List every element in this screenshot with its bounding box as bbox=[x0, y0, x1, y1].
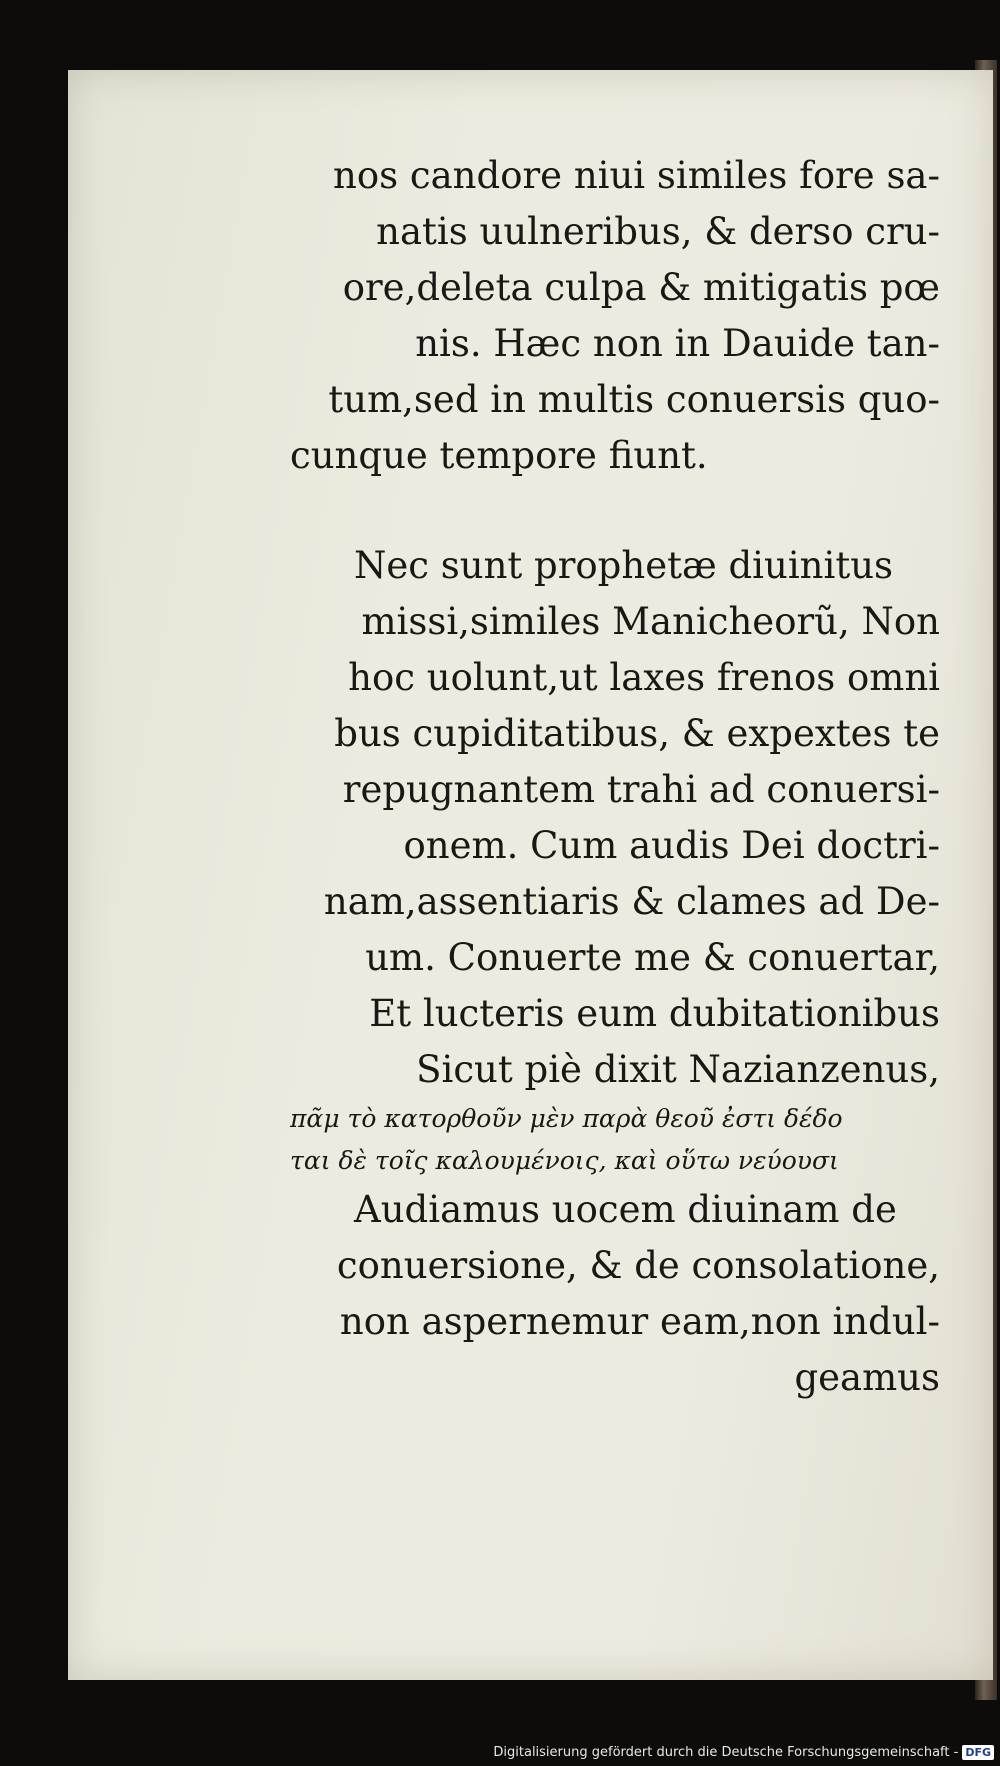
text-line: bus cupiditatibus, & expextes te bbox=[334, 712, 940, 755]
text-line: Nec sunt prophetæ diuinitus bbox=[354, 544, 894, 587]
text-line: tum,sed in multis conuersis quo- bbox=[328, 378, 940, 421]
text-line: nis. Hæc non in Dauide tan- bbox=[415, 322, 940, 365]
greek-line: ται δὲ τοῖς καλουμένοις, καὶ οὕτω νεύουσι bbox=[290, 1146, 839, 1175]
text-line: natis uulneribus, & derso cru- bbox=[376, 210, 940, 253]
digitization-credit bbox=[493, 1745, 994, 1760]
text-line: Audiamus uocem diuinam de bbox=[354, 1188, 897, 1231]
text-line: repugnantem trahi ad conuersi- bbox=[342, 768, 940, 811]
text-line: um. Conuerte me & conuertar, bbox=[365, 936, 940, 979]
text-block bbox=[290, 148, 940, 1406]
text-line: ore,deleta culpa & mitigatis pœ bbox=[342, 266, 940, 309]
catchword: geamus bbox=[794, 1356, 940, 1399]
text-line: hoc uolunt,ut laxes frenos omni bbox=[348, 656, 940, 699]
text-line: missi,similes Manicheorũ, Non bbox=[361, 600, 940, 643]
text-line: onem. Cum audis Dei doctri- bbox=[403, 824, 940, 867]
text-line: Sicut piè dixit Nazianzenus, bbox=[416, 1048, 940, 1091]
text-line: Et lucteris eum dubitationibus bbox=[369, 992, 940, 1035]
text-line: conuersione, & de consolatione, bbox=[336, 1244, 940, 1287]
text-line: nos candore niui similes fore sa- bbox=[333, 154, 940, 197]
text-line: cunque tempore fiunt. bbox=[290, 434, 708, 477]
text-line: non aspernemur eam,non indul- bbox=[339, 1300, 940, 1343]
greek-line: πᾶμ τὸ κατορθοῦν μὲν παρὰ θεοῦ ἐστι δέδο bbox=[290, 1104, 843, 1133]
text-line: nam,assentiaris & clames ad De- bbox=[323, 880, 940, 923]
credit-text: Digitalisierung gefördert durch die Deutsche Forschungsgemeinschaft - bbox=[493, 1745, 959, 1760]
dfg-logo: DFG bbox=[962, 1745, 994, 1760]
